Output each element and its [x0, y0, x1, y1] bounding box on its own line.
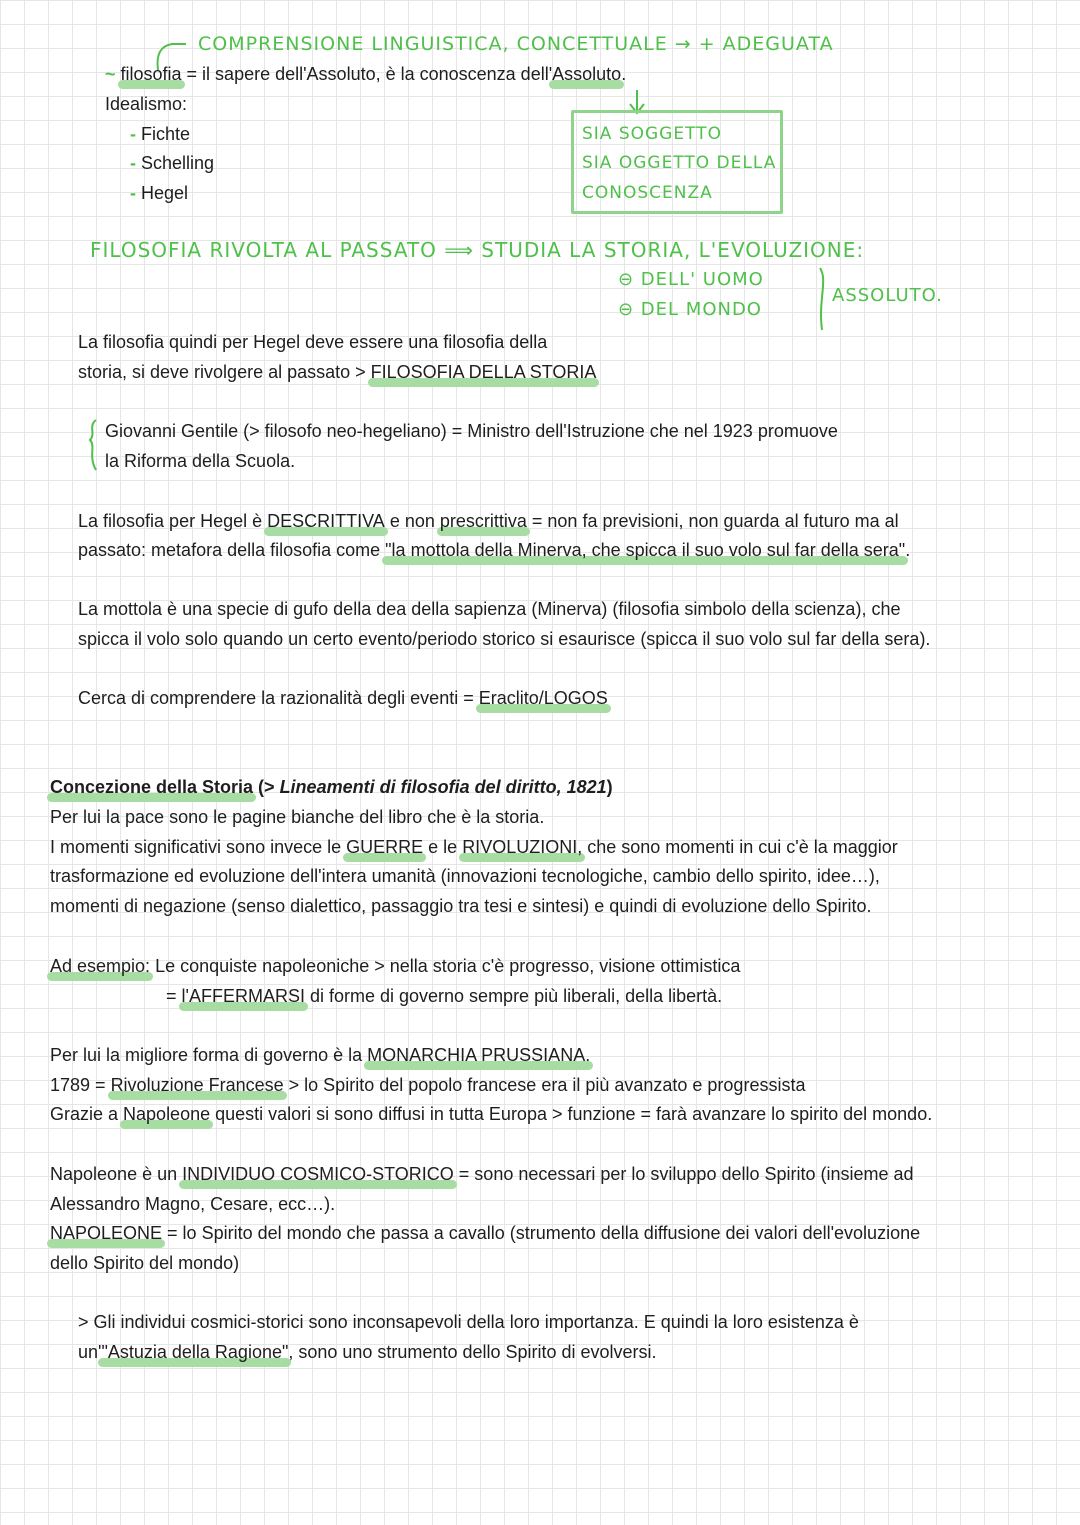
p4-line-2: spicca il volo solo quando un certo evento/periodo storico si esaurisce (spicca il suo volo sul far della sera). [78, 629, 931, 649]
s4-line-3: Grazie a Napoleone questi valori si sono diffusi in tutta Europa > funzione = farà avanzare lo spirito del mondo. [50, 1104, 933, 1124]
napoleone-caps-term: NAPOLEONE [50, 1223, 163, 1243]
handwritten-note-top: COMPRENSIONE LINGUISTICA, CONCETTUALE → + ADEGUATA [198, 33, 834, 55]
filosofia-line: ~ filosofia = il sapere dell'Assoluto, è la conoscenza dell'Assoluto. [105, 64, 627, 84]
rivoluzione-term: Rivoluzione Francese [110, 1075, 284, 1095]
s5-line-1: Napoleone è un INDIVIDUO COSMICO-STORICO = sono necessari per lo sviluppo dello Spirito (insieme ad [50, 1164, 914, 1184]
list-item-schelling: - Schelling [130, 153, 215, 173]
book-title: Lineamenti di filosofia del diritto, 1821 [279, 777, 607, 797]
p3-line-2: passato: metafora della filosofia come "la mottola della Minerva, che spicca il suo volo sul far della sera". [78, 540, 911, 560]
side-brace-icon [90, 420, 96, 470]
handwritten-assoluto: ASSOLUTO. [832, 285, 943, 306]
p5-line: Cerca di comprendere la razionalità degli eventi = Eraclito/LOGOS [78, 688, 608, 708]
p3-line-1: La filosofia per Hegel è DESCRITTIVA e non prescrittiva = non fa previsioni, non guarda al futuro ma al [78, 511, 899, 531]
individuo-term: INDIVIDUO COSMICO-STORICO [182, 1164, 454, 1184]
eraclito-term: Eraclito/LOGOS [478, 688, 608, 708]
list-item-fichte: - Fichte [130, 124, 191, 144]
handwritten-mondo: ⊖ DEL MONDO [618, 299, 762, 320]
handwritten-box-line-1: SIA SOGGETTO [582, 124, 722, 144]
p1-line-1: La filosofia quindi per Hegel deve essere una filosofia della [78, 332, 548, 352]
rivoluzioni-term: RIVOLUZIONI, [462, 837, 583, 857]
napoleone-term: Napoleone [123, 1104, 211, 1124]
tilde-mark: ~ [105, 64, 121, 84]
s4-line-2: 1789 = Rivoluzione Francese > lo Spirito del popolo francese era il più avanzato e progressista [50, 1075, 806, 1095]
s6-line-1: > Gli individui cosmici-storici sono inconsapevoli della loro importanza. E quindi la loro esistenza è [78, 1312, 859, 1332]
filosofia-term: filosofia [120, 64, 182, 84]
ad-esempio-term: Ad esempio: [50, 956, 151, 976]
handwritten-box-line-2: SIA OGGETTO DELLA [582, 153, 777, 173]
section-title: Concezione della Storia (> Lineamenti di filosofia del diritto, 1821) [50, 777, 613, 797]
prescrittiva-term: prescrittiva [439, 511, 527, 531]
s5-line-3: NAPOLEONE = lo Spirito del mondo che passa a cavallo (strumento della diffusione dei valori dell'evoluzione [50, 1223, 921, 1243]
idealismo-label: Idealismo: [105, 94, 188, 114]
s2-line-4: momenti di negazione (senso dialettico, passaggio tra tesi e sintesi) e quindi di evoluzione dello Spirito. [50, 896, 872, 916]
monarchia-term: MONARCHIA PRUSSIANA. [367, 1045, 591, 1065]
p2-line-1: Giovanni Gentile (> filosofo neo-hegeliano) = Ministro dell'Istruzione che nel 1923 promuove [105, 421, 838, 441]
s5-line-2: Alessandro Magno, Cesare, ecc…). [50, 1194, 336, 1214]
mottola-quote: "la mottola della Minerva, che spicca il suo volo sul far della sera" [385, 540, 906, 560]
handwritten-filosofia-note: FILOSOFIA RIVOLTA AL PASSATO ⟹ STUDIA LA STORIA, L'EVOLUZIONE: [90, 238, 865, 262]
s4-line-1: Per lui la migliore forma di governo è la MONARCHIA PRUSSIANA. [50, 1045, 591, 1065]
affermarsi-term: l'AFFERMARSI [181, 986, 305, 1006]
s5-line-4: dello Spirito del mondo) [50, 1253, 240, 1273]
example-line-2: = l'AFFERMARSI di forme di governo sempre più liberali, della libertà. [166, 986, 723, 1006]
s2-line-3: trasformazione ed evoluzione dell'intera umanità (innovazioni tecnologiche, cambio dello spirito, idee…), [50, 866, 880, 886]
brace-icon [820, 268, 823, 330]
s2-line-2: I momenti significativi sono invece le GUERRE e le RIVOLUZIONI, che sono momenti in cui c'è la maggior [50, 837, 898, 857]
s2-line-1: Per lui la pace sono le pagine bianche del libro che è la storia. [50, 807, 545, 827]
guerre-term: GUERRE [346, 837, 424, 857]
p1-line-2: storia, si deve rivolgere al passato > FILOSOFIA DELLA STORIA [78, 362, 597, 382]
descrittiva-term: DESCRITTIVA [267, 511, 385, 531]
p2-line-2: la Riforma della Scuola. [105, 451, 296, 471]
example-line: Ad esempio: Le conquiste napoleoniche > nella storia c'è progresso, visione ottimistica [50, 956, 741, 976]
list-item-hegel: - Hegel [130, 183, 189, 203]
s6-line-2: un'"Astuzia della Ragione", sono uno strumento dello Spirito di evolversi. [78, 1342, 657, 1362]
p4-line-1: La mottola è una specie di gufo della dea della sapienza (Minerva) (filosofia simbolo della scienza), che [78, 599, 901, 619]
filosofia-storia-term: FILOSOFIA DELLA STORIA [370, 362, 597, 382]
assoluto-term: Assoluto [552, 64, 622, 84]
handwritten-box-line-3: CONOSCENZA [582, 183, 713, 203]
astuzia-term: "Astuzia della Ragione" [101, 1342, 289, 1362]
handwritten-uomo: ⊖ DELL' UOMO [618, 269, 764, 290]
